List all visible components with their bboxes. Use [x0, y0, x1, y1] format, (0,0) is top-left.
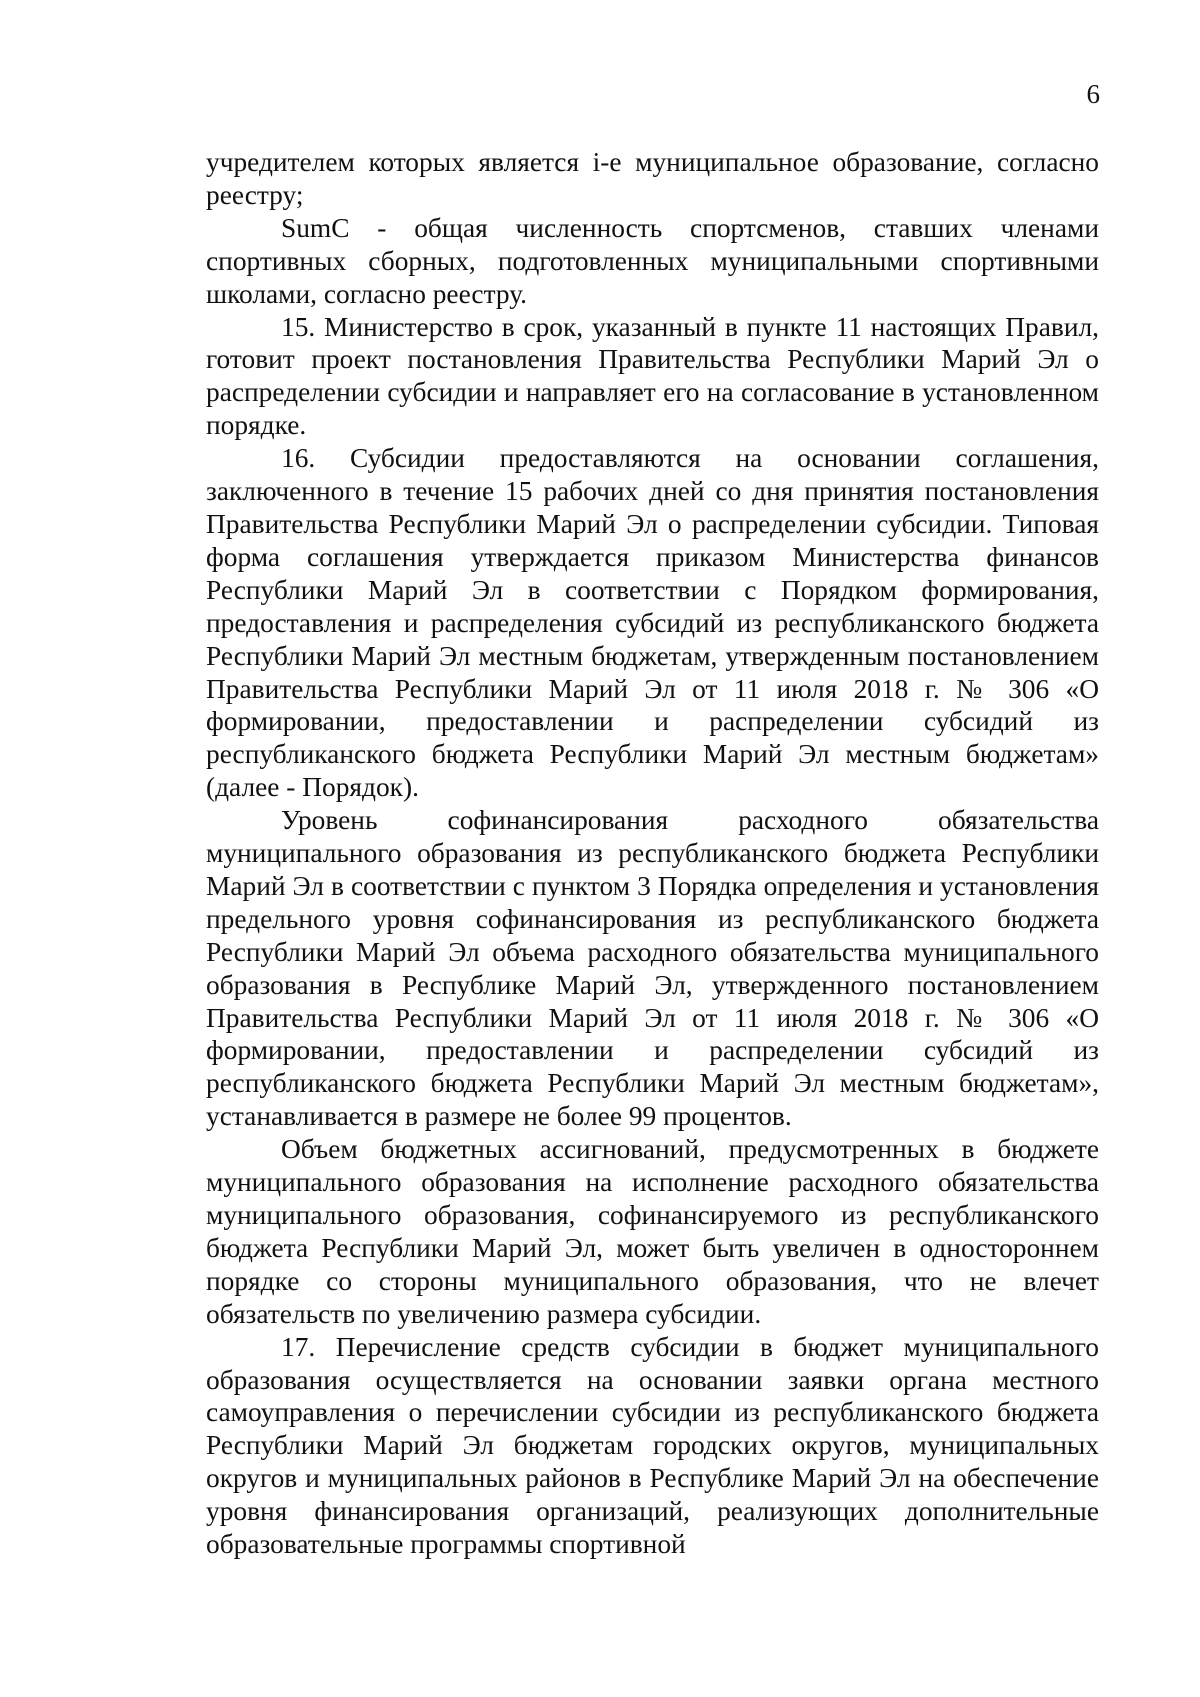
paragraph-cofinancing-level: Уровень софинансирования расходного обязательства муниципального образования из республиканского бюджета Республики Марий Эл в соответствии с пунктом 3 Порядка определения и установления предельного уровня софинансирования из республиканского бюджета Республики Марий Эл объема расходного обязательства муниципального образования в Республике Марий Эл, утвержденного постановлением Правительства Республики Марий Эл от 11 июля 2018 г. № 306 «О формировании, предоставлении и распределении субсидий из республиканского бюджета Республики Марий Эл местным бюджетам», устанавливается в размере не более 99 процентов. — [206, 805, 1099, 1132]
paragraph-continuation: учредителем которых является i-е муниципальное образование, согласно реестру; — [206, 147, 1099, 210]
paragraph-item-17: 17. Перечисление средств субсидии в бюджет муниципального образования осуществляется на основании заявки органа местного самоуправления о перечислении субсидии из республиканского бюджета Республики Марий Эл бюджетам городских округов, муниципальных округов и муниципальных районов в Республике Марий Эл на обеспечение уровня финансирования организаций, реализующих дополнительные образовательные программы спортивной — [206, 1331, 1099, 1560]
paragraph-item-16: 16. Субсидии предоставляются на основании соглашения, заключенного в течение 15 рабочих дней со дня принятия постановления Правительства Республики Марий Эл о распределении субсидии. Типовая форма соглашения утверждается приказом Министерства финансов Республики Марий Эл в соответствии с Порядком формирования, предоставления и распределения субсидий из республиканского бюджета Республики Марий Эл местным бюджетам, утвержденным постановлением Правительства Республики Марий Эл от 11 июля 2018 г. № 306 «О формировании, предоставлении и распределении субсидий из республиканского бюджета Республики Марий Эл местным бюджетам» (далее - Порядок). — [206, 443, 1099, 803]
page-number: 6 — [1086, 79, 1100, 109]
paragraph-budget-allocations: Объем бюджетных ассигнований, предусмотренных в бюджете муниципального образования на исполнение расходного обязательства муниципального образования, софинансируемого из республиканского бюджета Республики Марий Эл, может быть увеличен в одностороннем порядке со стороны муниципального образования, что не влечет обязательств по увеличению размера субсидии. — [206, 1134, 1099, 1329]
document-body — [206, 146, 1099, 1561]
paragraph-item-15: 15. Министерство в срок, указанный в пункте 11 настоящих Правил, готовит проект постановления Правительства Республики Марий Эл о распределении субсидии и направляет его на согласование в установленном порядке. — [206, 311, 1099, 441]
paragraph-sumc-definition: SumC - общая численность спортсменов, ставших членами спортивных сборных, подготовленных муниципальными спортивными школами, согласно реестру. — [206, 212, 1099, 309]
